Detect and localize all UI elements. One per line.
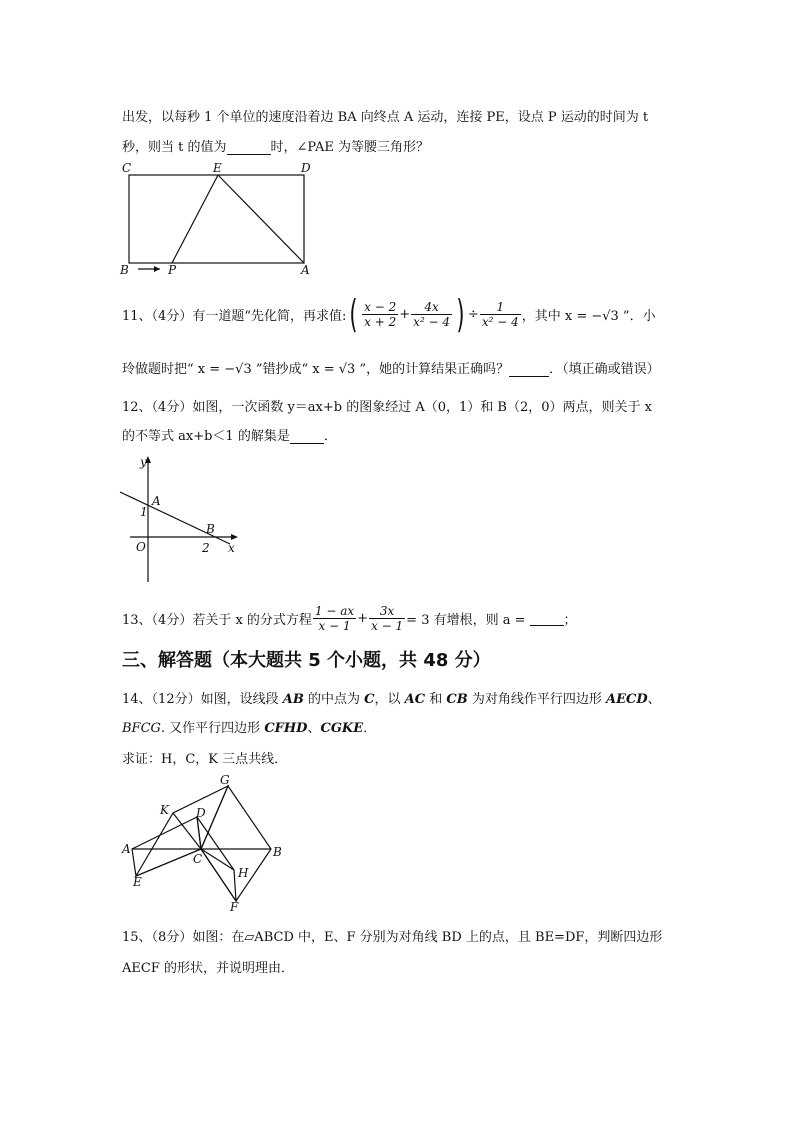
q14-label-b: B xyxy=(273,845,282,859)
q13-fraction-2: $\frac{3x}{x - 1}$ xyxy=(371,603,404,633)
q14-label-g: G xyxy=(220,773,230,787)
q11-line2: 玲做题时把“ x = −√3 ”错抄成“ x = √3 ”，她的计算结果正确吗？ ．（填正确或错误） xyxy=(122,362,660,377)
q11-fraction-1: $\frac{x - 2}{x + 2}$ xyxy=(364,299,397,329)
q13-answer-blank[interactable] xyxy=(530,611,564,626)
q13-line: 13、（4分）若关于 x 的分式方程 $\frac{1 - ax}{x - 1}$ + $\frac{3x}{x - 1}$ = 3 有增根，则 a = ； xyxy=(122,603,577,633)
right-paren: ) xyxy=(456,292,465,336)
q12-label-x: x xyxy=(228,541,235,555)
q12-line2: 的不等式 ax+b＜1 的解集是 ． xyxy=(122,429,337,444)
q11-line1: 11、（4分）有一道题“先化简，再求值: ( $\frac{x - 2}{x + 2}$ + $\frac{4x}{\text{x² − 4}}$ ) ÷ $\frac{1}{\text{x² − 4}}$ ，其中 x = −√3 ”．小 xyxy=(122,292,656,336)
q12-label-a: A xyxy=(152,494,161,508)
left-paren: ( xyxy=(349,292,358,336)
q10-answer-blank[interactable] xyxy=(227,140,271,155)
q14-figure xyxy=(112,770,292,915)
q10-label-p: P xyxy=(168,263,177,277)
q10-label-b: B xyxy=(120,263,129,277)
q15-line2: AECF 的形状，并说明理由． xyxy=(122,961,294,976)
q10-label-c: C xyxy=(122,161,132,175)
q14-label-c: C xyxy=(193,852,203,866)
q14-label-k: K xyxy=(160,803,169,817)
q14-label-f: F xyxy=(230,900,239,914)
q14-label-e: E xyxy=(133,875,142,889)
q10-label-e: E xyxy=(213,161,222,175)
q12-label-y: y xyxy=(140,455,147,469)
q11-fraction-3: $\frac{1}{\text{x² − 4}}$ xyxy=(481,299,519,329)
q10-label-d: D xyxy=(301,161,311,175)
q14-label-h: H xyxy=(238,866,249,880)
q10-line2: 秒，则当 t 的值为 时，∠PAE 为等腰三角形？ xyxy=(122,140,429,155)
q10-label-a: A xyxy=(301,263,310,277)
q11-answer-blank[interactable] xyxy=(509,362,549,377)
q14-prove: 求证：H，C，K 三点共线． xyxy=(122,752,288,767)
q14-line2: BFCG. 又作平行四边形 CFHD、CGKE． xyxy=(122,721,377,736)
q10-line1: 出发，以每秒 1 个单位的速度沿着边 BA 向终点 A 运动，连接 PE，设点 P 运动的时间为 t xyxy=(122,110,649,125)
section-title: 三、解答题（本大题共 5 个小题，共 48 分） xyxy=(122,650,491,671)
q12-graph xyxy=(112,452,248,584)
q15-line1: 15、（8分）如图：在▱ABCD 中，E、F 分别为对角线 BD 上的点，且 BE=DF，判断四边形 xyxy=(122,930,663,945)
q10-figure xyxy=(112,158,322,280)
q12-label-1: 1 xyxy=(140,505,148,519)
q11-fraction-2: $\frac{4x}{\text{x² − 4}}$ xyxy=(413,299,451,329)
q14-line1: 14、（12分）如图，设线段 AB 的中点为 C，以 AC 和 CB 为对角线作平行四边形 AECD、 xyxy=(122,692,661,707)
q12-label-2: 2 xyxy=(202,541,210,555)
q12-label-b: B xyxy=(206,522,215,536)
q14-label-a: A xyxy=(122,842,131,856)
q13-fraction-1: $\frac{1 - ax}{x - 1}$ xyxy=(314,603,355,633)
q12-answer-blank[interactable] xyxy=(290,429,324,444)
q12-line1: 12、（4分）如图，一次函数 y＝ax+b 的图象经过 A（0，1）和 B（2，0）两点，则关于 x xyxy=(122,400,652,415)
q12-label-o: O xyxy=(136,540,146,554)
q14-label-d: D xyxy=(196,806,206,820)
